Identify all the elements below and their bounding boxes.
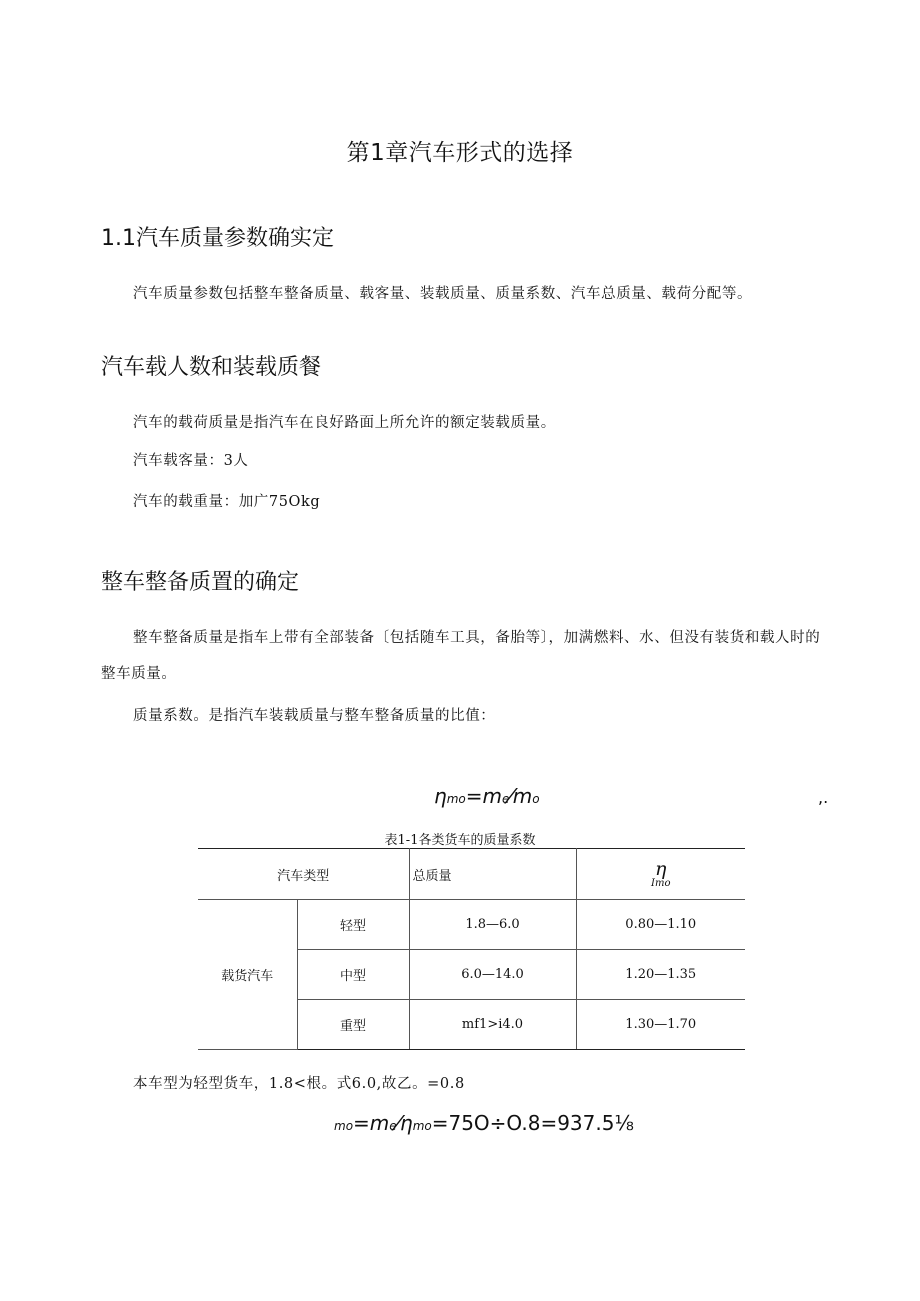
mass-coefficient-formula: ηmo=me⁄mo — [434, 784, 540, 808]
curb-mass-formula: mo=me⁄ηmo=75O÷O.8=937.5⅛ — [334, 1111, 634, 1135]
cell-mass: 6.0—14.0 — [409, 950, 576, 1000]
mass-coefficient-table — [198, 848, 745, 1050]
cell-type: 中型 — [297, 950, 409, 1000]
passenger-capacity: 汽车载客量：3人 — [133, 453, 249, 469]
table-header-row — [198, 849, 745, 900]
paragraph-curb-mass-cont: 整车质量。 — [101, 666, 177, 682]
load-capacity: 汽车的载重量：加广75Okg — [133, 494, 321, 510]
cell-coef: 1.30—1.70 — [576, 1000, 745, 1050]
cell-coef: 1.20—1.35 — [576, 950, 745, 1000]
header-coefficient: η Imo — [576, 849, 745, 900]
section-heading-load: 汽车载人数和装载质餐 — [101, 355, 322, 380]
section-heading-quality-params: 1.1汽车质量参数确实定 — [101, 226, 334, 251]
paragraph-load-definition: 汽车的载荷质量是指汽车在良好路面上所允许的额定装载质量。 — [133, 415, 556, 431]
chapter-title: 第1章汽车形式的选择 — [346, 140, 574, 166]
header-total-mass: 总质量 — [409, 849, 576, 900]
paragraph-mass-coefficient: 质量系数。是指汽车装载质量与整车整备质量的比值： — [133, 708, 496, 724]
group-label: 载货汽车 — [198, 900, 297, 1050]
formula-trailing-mark: ,. — [818, 788, 829, 807]
paragraph-curb-mass: 整车整备质量是指车上带有全部装备〔包括随车工具，备胎等〕，加满燃料、水、但没有装货和载人时的 — [133, 630, 821, 646]
cell-mass: 1.8—6.0 — [409, 900, 576, 950]
cell-type: 轻型 — [297, 900, 409, 950]
cell-coef: 0.80—1.10 — [576, 900, 745, 950]
table-row — [198, 900, 745, 950]
conclusion-text: 本车型为轻型货车，1.8<根。式6.0,故乙。=0.8 — [133, 1076, 465, 1092]
table-caption: 表1-1各类货车的质量系数 — [384, 833, 536, 848]
cell-mass: mf1>i4.0 — [409, 1000, 576, 1050]
header-vehicle-type: 汽车类型 — [198, 849, 409, 900]
cell-type: 重型 — [297, 1000, 409, 1050]
section-heading-curb-mass: 整车整备质置的确定 — [101, 570, 300, 595]
paragraph-quality-params: 汽车质量参数包括整车整备质量、载客量、装载质量、质量系数、汽车总质量、载荷分配等。 — [133, 286, 753, 302]
